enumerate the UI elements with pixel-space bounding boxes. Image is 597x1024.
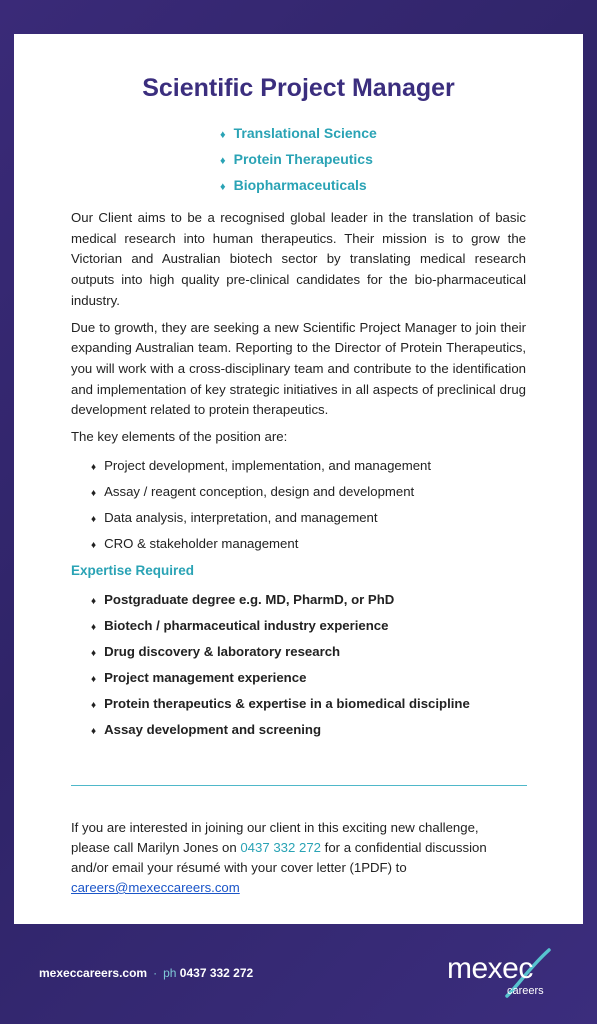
tag-item bbox=[220, 120, 377, 146]
logo-subtext: careers bbox=[507, 985, 544, 997]
footer-website[interactable]: mexeccareers.com bbox=[39, 966, 148, 980]
diamond-bullet-icon: ♦ bbox=[91, 461, 97, 473]
footer-phone: 0437 332 272 bbox=[179, 966, 254, 980]
tag-item bbox=[220, 172, 377, 198]
logo-wordmark: mexec bbox=[447, 952, 533, 985]
diamond-bullet-icon: ♦ bbox=[91, 648, 97, 660]
diamond-bullet-icon: ♦ bbox=[220, 155, 226, 167]
job-description bbox=[71, 208, 526, 743]
list-item-label: Drug discovery & laboratory research bbox=[104, 644, 341, 660]
tag-list bbox=[220, 120, 377, 198]
list-item bbox=[91, 613, 526, 639]
tag-item bbox=[220, 146, 377, 172]
diamond-bullet-icon: ♦ bbox=[91, 726, 97, 738]
diamond-bullet-icon: ♦ bbox=[91, 674, 97, 686]
footer-contact bbox=[39, 966, 253, 980]
list-item-label: CRO & stakeholder management bbox=[104, 535, 299, 551]
list-item-label: Project management experience bbox=[104, 670, 307, 686]
list-item bbox=[91, 639, 526, 665]
list-item bbox=[91, 453, 526, 479]
list-item-label: Protein therapeutics & expertise in a biomedical discipline bbox=[104, 696, 470, 712]
diamond-bullet-icon: ♦ bbox=[91, 622, 97, 634]
diamond-bullet-icon: ♦ bbox=[91, 487, 97, 499]
job-ad-card bbox=[14, 34, 583, 924]
contact-phone: 0437 332 272 bbox=[240, 840, 321, 855]
diamond-bullet-icon: ♦ bbox=[91, 596, 97, 608]
list-item-label: Assay / reagent conception, design and development bbox=[104, 483, 415, 499]
tag-label: Biopharmaceuticals bbox=[233, 177, 367, 193]
description-paragraph: Our Client aims to be a recognised global leader in the translation of basic medical research into human therapeutics. Their mission is to grow the Victorian and Australian biotech sector by translating medical research outputs into high quality pre-clinical candidates for the bio-pharmaceutical industry. bbox=[71, 210, 526, 308]
list-item bbox=[91, 479, 526, 505]
expertise-list bbox=[71, 587, 526, 743]
contact-paragraph bbox=[71, 818, 511, 898]
list-item bbox=[91, 531, 526, 557]
list-item-label: Postgraduate degree e.g. MD, PharmD, or PhD bbox=[104, 592, 395, 608]
list-item bbox=[91, 691, 526, 717]
email-link[interactable]: careers@mexeccareers.com bbox=[71, 880, 240, 895]
list-item-label: Assay development and screening bbox=[104, 722, 322, 738]
list-item bbox=[91, 505, 526, 531]
key-elements-intro: The key elements of the position are: bbox=[71, 429, 288, 445]
list-item-label: Data analysis, interpretation, and management bbox=[104, 509, 378, 525]
diamond-bullet-icon: ♦ bbox=[220, 181, 226, 193]
list-item bbox=[91, 717, 526, 743]
diamond-bullet-icon: ♦ bbox=[91, 700, 97, 712]
list-item-label: Biotech / pharmaceutical industry experience bbox=[104, 618, 389, 634]
tag-label: Translational Science bbox=[233, 125, 377, 141]
section-divider bbox=[71, 785, 527, 786]
tag-label: Protein Therapeutics bbox=[233, 151, 373, 167]
contact-text: for a confidential discussion and/or email your résumé with your cover letter (1PDF) to bbox=[71, 840, 487, 875]
list-item bbox=[91, 587, 526, 613]
diamond-bullet-icon: ♦ bbox=[91, 539, 97, 551]
key-elements-list bbox=[71, 453, 526, 557]
footer-phone-prefix: ph bbox=[163, 966, 177, 980]
contact-text: If you are interested in joining our client in this exciting new challenge, please call Marilyn Jones on bbox=[71, 820, 479, 855]
mexec-careers-logo bbox=[445, 944, 565, 1000]
diamond-bullet-icon: ♦ bbox=[220, 129, 226, 141]
diamond-bullet-icon: ♦ bbox=[91, 513, 97, 525]
expertise-heading: Expertise Required bbox=[71, 562, 195, 578]
list-item bbox=[91, 665, 526, 691]
footer-separator: · bbox=[153, 966, 158, 980]
list-item-label: Project development, implementation, and management bbox=[104, 457, 432, 473]
description-paragraph: Due to growth, they are seeking a new Scientific Project Manager to join their expanding Australian team. Reporting to the Director of Protein Therapeutics, you will work with a cross-disciplinary team and contribute to the identification and implementation of key strategic initiatives in all aspects of preclinical drug development related to protein therapeutics. bbox=[71, 319, 526, 418]
job-title: Scientific Project Manager bbox=[142, 74, 455, 102]
